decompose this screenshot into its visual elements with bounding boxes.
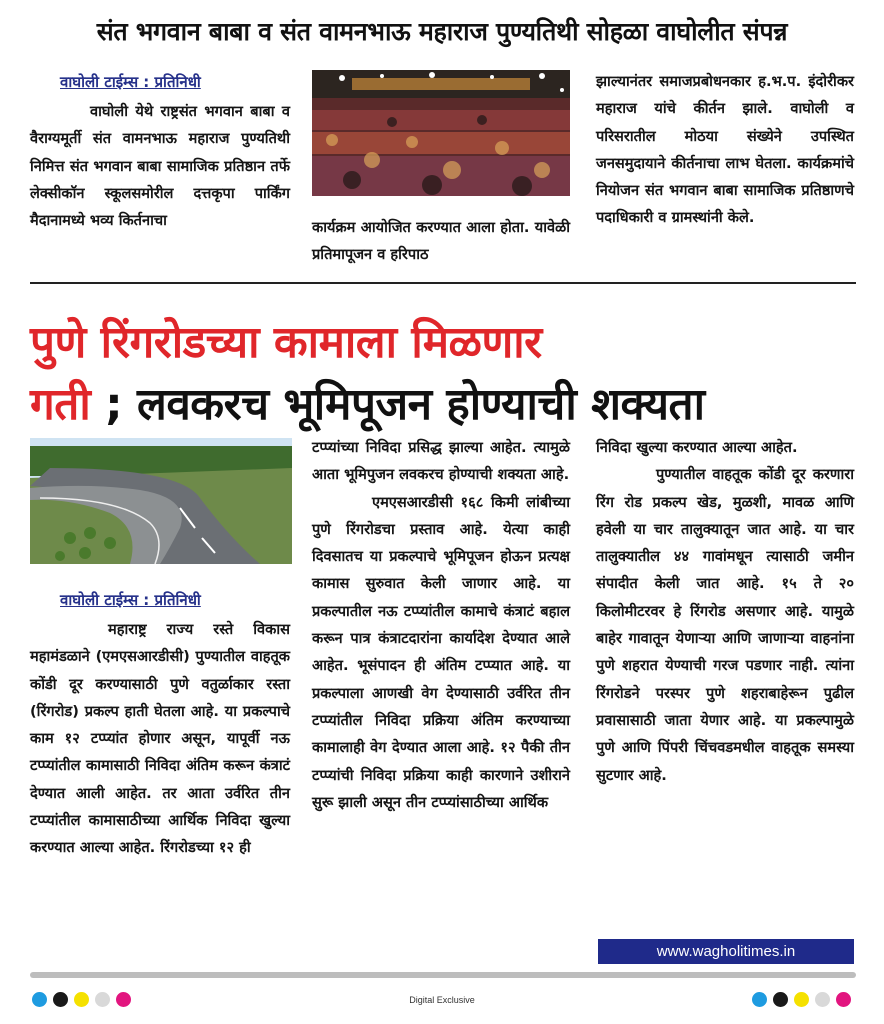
article2-col3-para1: निविदा खुल्या करण्यात आल्या आहेत. <box>596 439 798 456</box>
article2-headline-line2 <box>30 372 705 432</box>
color-dot <box>794 992 809 1007</box>
article1-col3-text: झाल्यानंतर समाजप्रबोधनकार ह.भ.प. इंदोरीकर महाराज यांचे कीर्तन झाले. वाघोली व परिसरातील मोठया संख्येने उपस्थित जनसमुदायाने कीर्तनाचा लाभ घेतला. कार्यक्रमांचे नियोजन संत भगवान बाबा सामाजिक प्रतिष्ठाणचे पदाधिकारी व ग्रामस्थांनी केले. <box>596 73 854 227</box>
article2-headline-line1: पुणे रिंगरोडच्या कामाला मिळणार <box>30 317 542 368</box>
article2-col2-text <box>312 434 570 816</box>
color-dot <box>752 992 767 1007</box>
ringroad-photo <box>30 438 292 564</box>
footer-bar <box>30 972 856 978</box>
color-dot <box>815 992 830 1007</box>
article2-headline-rest: ; लवकरच भूमिपूजन होण्याची शक्यता <box>90 379 705 430</box>
article1-col1-text: वाघोली येथे राष्ट्रसंत भगवान बाबा व वैराग्यमूर्ती संत वामनभाऊ महाराज पुण्यतिथी निमित्त संत भगवान बाबा सामाजिक प्रतिष्ठान तर्फे लेक्सीकॉन स्कूलसमोरील दत्तकृपा पार्किंग मैदानामध्ये भव्य किर्तनाचा <box>30 103 290 230</box>
article2-col2-para2: एमएसआरडीसी १६८ किमी लांबीच्या पुणे रिंगरोडचा प्रस्ताव आहे. येत्या काही दिवसातच या प्रकल्पाचे भूमिपूजन होऊन प्रत्यक्ष कामास सुरुवात केली जाणार आहे. या प्रकल्पातील नऊ टप्प्यांतील कामाचे कंत्राटं बहाल करून पात्र कंत्राटदारांना कार्यादेश देण्यात आले आहेत. भूसंपादन ही अंतिम टप्प्यात आहे. या प्रकल्पाला आणखी वेग देण्यासाठी उर्वरित तीन टप्प्यांतील निविदा प्रक्रिया अंतिम करण्याच्या कामालाही वेग देण्यात आला आहे. १२ पैकी तीन टप्प्यांची निविदा प्रक्रिया काही कारणाने उशीराने सुरू झाली असून तीन टप्प्यांसाठीच्या आर्थिक <box>312 493 570 811</box>
article1-byline: वाघोली टाईम्स : प्रतिनिधी <box>60 73 201 91</box>
article2-col1-text: महाराष्ट्र राज्य रस्ते विकास महामंडळाने (एमएसआरडीसी) पुण्यातील वाहतूक कोंडी दूर करण्यासाठी पुणे वतुर्ळाकार रस्ता (रिंगरोड) प्रकल्प हाती घेतला आहे. या प्रकल्पाचे काम १२ टप्प्यांत होणार असून, यापूर्वी नऊ टप्प्यांतील कामासाठी निविदा अंतिम करून कंत्राटं देण्यात आली आहेत. तर आता उर्वरित तीन टप्प्यांतील कामासाठीच्या आर्थिक निविदा खुल्या करण्यात आल्या आहेत. रिंगरोडच्या १२ ही <box>30 621 290 857</box>
article2-byline: वाघोली टाईम्स : प्रतिनिधी <box>60 591 201 609</box>
website-banner[interactable]: www.wagholitimes.in <box>598 939 854 964</box>
article2-col3-text <box>596 434 854 789</box>
color-dot <box>836 992 851 1007</box>
color-dot <box>773 992 788 1007</box>
color-dots-right <box>752 992 851 1007</box>
article1-headline: संत भगवान बाबा व संत वामनभाऊ महाराज पुण्यतिथी सोहळा वाघोलीत संपन्न <box>96 17 788 46</box>
article2-headline-red: गती <box>30 379 91 430</box>
section-divider <box>30 282 856 284</box>
digital-exclusive-label: Digital Exclusive <box>409 995 475 1005</box>
crowd-photo <box>312 70 570 196</box>
article1-col2-text: कार्यक्रम आयोजित करण्यात आला होता. यावेळी प्रतिमापूजन व हरिपाठ <box>312 219 570 264</box>
article2-col3-para2: पुण्यातील वाहतूक कोंडी दूर करणारा रिंग रोड प्रकल्प खेड, मुळशी, मावळ आणि हवेली या चार तालुक्यातून जात आहे. या चार तालुक्यातील ४४ गावांमधून त्यासाठी जमीन संपादीत केली जात आहे. १५ ते २० किलोमीटरवर हे रिंगरोड असणार आहे. यामुळे बाहेर गावातून येणाऱ्या आणि जाणाऱ्या वाहनांना पुणे शहरात येण्याची गरज पडणार नाही. त्यांना रिंगरोडने परस्पर पुणे शहराबाहेरून पुढील प्रवासासाठी जाता येणार आहे. या प्रकल्पामुळे पुणे आणि पिंपरी चिंचवडमधील वाहतूक समस्या सुटणार आहे. <box>596 466 854 784</box>
article2-col2-para1: टप्प्यांच्या निविदा प्रसिद्ध झाल्या आहेत. त्यामुळे आता भूमिपुजन लवकरच होण्याची शक्यता आहे. <box>312 439 570 484</box>
